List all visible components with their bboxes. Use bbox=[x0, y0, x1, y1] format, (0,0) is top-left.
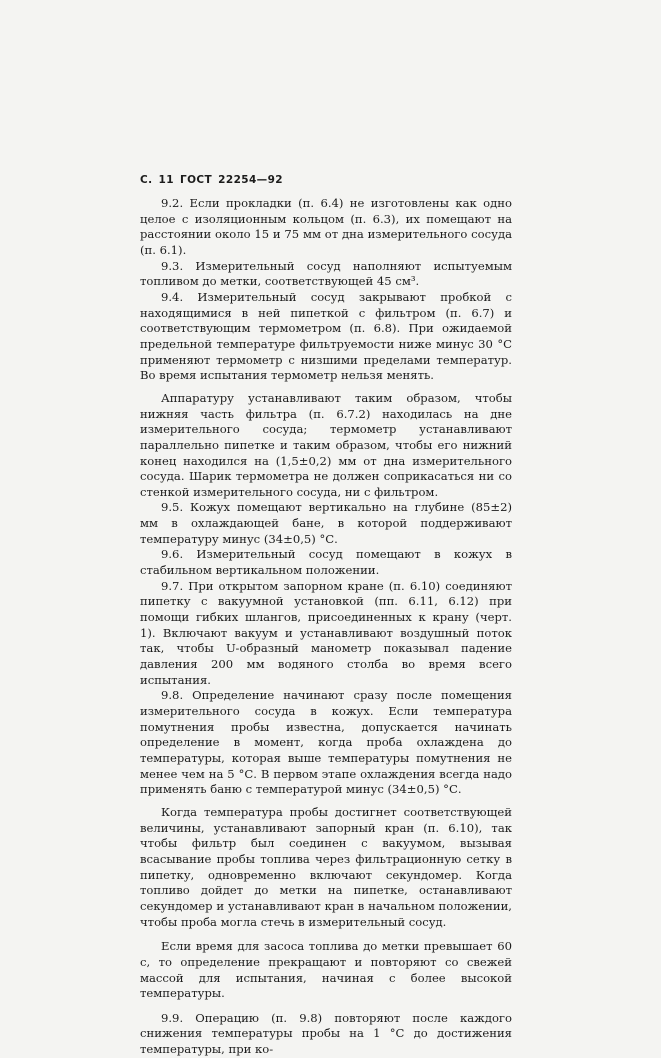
paragraph-9-8: 9.8. Определение начинают сразу после помещения измерительного сосуда в кожух. Если температура помутнения пробы известна, допускается начинать определение в момент, когда проба охлаждена до температуры, которая выше температуры помутнения не менее чем на 5 °С. В первом этапе охлаждения всегда надо применять баню с температурой минус (34±0,5) °С. bbox=[140, 688, 512, 797]
paragraph-9-4: 9.4. Измерительный сосуд закрывают пробкой с находящимися в ней пипеткой с фильтром (п. 6.7) и соответствующим термометром (п. 6.8). При ожидаемой предельной температуре фильтруемости ниже минус 30 °С применяют термометр с низшими пределами температур. Во время испытания термометр нельзя менять. bbox=[140, 289, 512, 383]
paragraph-9-9: 9.9. Операцию (п. 9.8) повторяют после каждого снижения температуры пробы на 1 °С до достижения температуры, при ко- bbox=[140, 1010, 512, 1057]
paragraph-9-8-procedure: Когда температура пробы достигнет соответствующей величины, устанавливают запорный кран (п. 6.10), так чтобы фильтр был соединен с вакуумом, вызывая всасывание пробы топлива через фильтрационную сетку в пипетку, одновременно включают секундомер. Когда топливо дойдет до метки на пипетке, останавливают секундомер и устанавливают кран в начальном положении, чтобы проба могла стечь в измерительный сосуд. bbox=[140, 804, 512, 929]
paragraph-9-7: 9.7. При открытом запорном кране (п. 6.10) соединяют пипетку с вакуумной установкой (пп. 6.11, 6.12) при помощи гибких шлангов, присоединенных к крану (черт. 1). Включают вакуум и устанавливают воздушный поток так, чтобы U-образный манометр показывал падение давления 200 мм водяного столба во время всего испытания. bbox=[140, 578, 512, 687]
paragraph-9-3: 9.3. Измерительный сосуд наполняют испытуемым топливом до метки, соответствующей 45 см³. bbox=[140, 258, 512, 289]
paragraph-9-8-timeout: Если время для засоса топлива до метки превышает 60 с, то определение прекращают и повторяют со свежей массой для испытания, начиная с более высокой температуры. bbox=[140, 939, 512, 1001]
paragraph-9-6: 9.6. Измерительный сосуд помещают в кожух в стабильном вертикальном положении. bbox=[140, 547, 512, 578]
paragraph-9-4-apparatus: Аппаратуру устанавливают таким образом, чтобы нижняя часть фильтра (п. 6.7.2) находилась на дне измерительного сосуда; термометр устанавливают параллельно пипетке и таким образом, чтобы его нижний конец находился на (1,5±0,2) мм от дна измерительного сосуда. Шарик термометра не должен соприкасаться ни со стенкой измерительного сосуда, ни с фильтром. bbox=[140, 390, 512, 499]
page-header: С. 11 ГОСТ 22254—92 bbox=[140, 174, 283, 186]
paragraph-9-2: 9.2. Если прокладки (п. 6.4) не изготовлены как одно целое с изоляционным кольцом (п. 6.3), их помещают на расстоянии около 15 и 75 мм от дна измерительного сосуда (п. 6.1). bbox=[140, 196, 512, 257]
paragraph-9-5: 9.5. Кожух помещают вертикально на глубине (85±2) мм в охлаждающей бане, в которой поддерживают температуру минус (34±0,5) °С. bbox=[140, 500, 512, 546]
document-body bbox=[140, 196, 512, 1058]
